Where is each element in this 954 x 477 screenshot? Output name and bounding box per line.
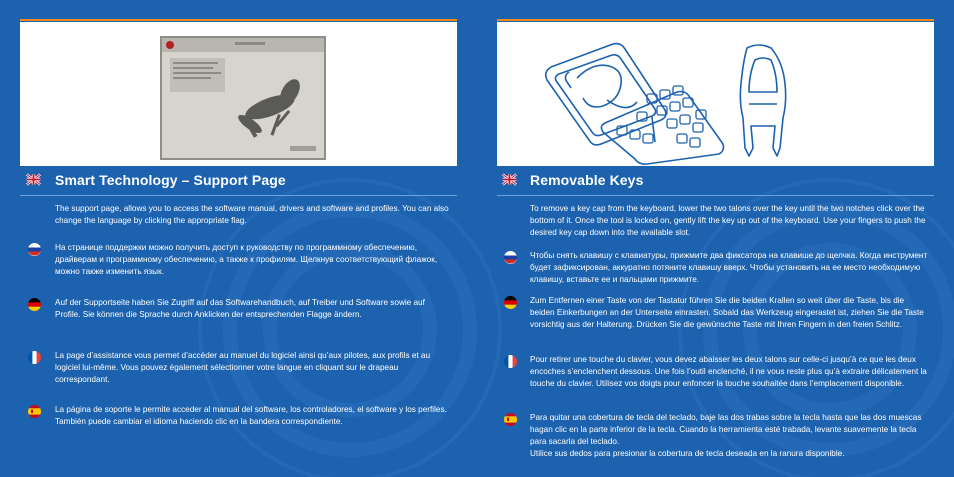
france-flag-icon	[504, 355, 517, 368]
paragraph-de: Zum Entfernen einer Taste von der Tastatur führen Sie die beiden Krallen so weit über die Taste, bis die beiden Einkerbungen an der Unterseite einrasten. Sobald das Werkzeug eingerastet ist, ziehen Sie die Taste vorsichtig aus der Halterung. Drücken Sie die gewünschte Taste mit Ihren Fingern in den freien Schlitz.	[530, 296, 924, 329]
divider	[497, 195, 934, 196]
paragraph-ru: Чтобы снять клавишу с клавиатуры, прижмите два фиксатора на клавише до щелчка. Когда инструмент будет зафиксирован, аккуратно потяните клавишу вверх. Чтобы установить на ее место необходимую клавишу, вставьте ее и пальцами прижмите.	[530, 251, 928, 284]
russia-flag-icon	[28, 243, 41, 256]
uk-flag-icon	[501, 171, 518, 188]
paragraph-de: Auf der Supportseite haben Sie Zugriff auf das Softwarehandbuch, auf Treiber und Software sowie auf Profile. Sie können die Sprache durch Anklicken der entsprechenden Flagge ändern.	[55, 298, 425, 319]
support-page-screenshot	[20, 22, 457, 166]
france-flag-icon	[28, 351, 41, 364]
top-accent-line	[497, 19, 934, 21]
germany-flag-icon	[28, 298, 41, 311]
section-title: Smart Technology – Support Page	[55, 172, 286, 188]
paragraph-es: Para quitar una cobertura de tecla del teclado, baje las dos trabas sobre la tecla hasta que las dos muescas hagan clic en la parte inferior de la tecla. Cuando la herramienta esté trabada, levante suavemente la tecla para sacarla del teclado. Utilice sus dedos para presionar la cobertura de tecla deseada en la ranura disponible.	[530, 413, 922, 458]
paragraph-ru: На странице поддержки можно получить доступ к руководству по программному обеспечению, драйверам и программному обеспечению, а также к профилям. Щелкнув соответствующий флажок, можно также изменить язык.	[55, 243, 438, 276]
paragraph-fr: La page d’assistance vous permet d’accéder au manuel du logiciel ainsi qu’aux pilotes, aux profils et au logiciel lui-même. Vous pouvez également sélectionner votre langue en cliquant sur le drapeau correspondant.	[55, 351, 431, 384]
paragraph-en: To remove a key cap from the keyboard, lower the two talons over the key until the two notches click over the bottom of it. Once the tool is locked on, gently lift the key up out of the keyboard. Use your fingers to push the desired key cap down into the available slot.	[530, 204, 926, 237]
right-page	[477, 0, 954, 477]
divider	[20, 195, 457, 196]
germany-flag-icon	[504, 296, 517, 309]
top-accent-line	[20, 19, 457, 21]
russia-flag-icon	[504, 251, 517, 264]
spain-flag-icon	[504, 413, 517, 426]
uk-flag-icon	[25, 171, 42, 188]
removable-keys-illustration	[497, 22, 934, 166]
section-title: Removable Keys	[530, 172, 644, 188]
paragraph-en: The support page, allows you to access the software manual, drivers and software and profiles. You can also change the language by clicking the appropriate flag.	[55, 204, 449, 225]
paragraph-fr: Pour retirer une touche du clavier, vous devez abaisser les deux talons sur celle-ci jusqu’à ce que les deux encoches s’enclenchent dessous. Une fois l’outil enclenché, il ne vous reste plus qu’à extraire délicatement la touche du clavier. Utilisez vos doigts pour enfoncer la touche souhaitée dans l’emplacement disponible.	[530, 355, 927, 388]
spain-flag-icon	[28, 405, 41, 418]
paragraph-es: La página de soporte le permite acceder al manual del software, los controladores, el software y los perfiles. También puede cambiar el idioma haciendo clic en la bandera correspondiente.	[55, 405, 447, 426]
